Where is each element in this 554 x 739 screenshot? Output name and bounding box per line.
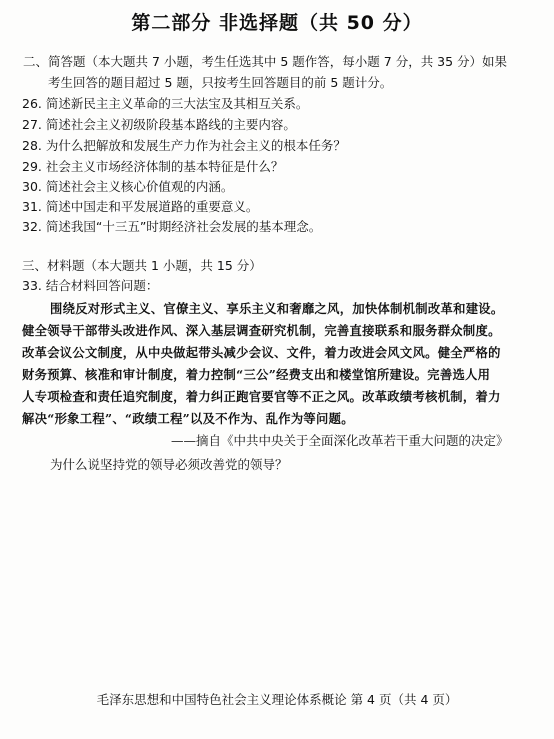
material-line-4: 财务预算、核准和审计制度，着力控制“三公”经费支出和楼堂馆所建设。完善选人用 [22, 367, 491, 382]
question-31: 31. 简述中国走和平发展道路的重要意义。 [22, 199, 259, 214]
question-29: 29. 社会主义市场经济体制的基本特征是什么？ [22, 159, 284, 174]
material-source: ——摘自《中共中央关于全面深化改革若干重大问题的决定》 [171, 433, 509, 448]
section3-heading: 三、材料题（本大题共 1 小题，共 15 分） [22, 258, 262, 273]
material-line-5: 人专项检查和责任追究制度，着力纠正跑官要官等不正之风。改革政绩考核机制，着力 [22, 389, 501, 404]
material-line-1: 围绕反对形式主义、官僚主义、享乐主义和奢靡之风，加快体制机制改革和建设。 [50, 301, 504, 316]
question-28: 28. 为什么把解放和发展生产力作为社会主义的根本任务？ [22, 138, 346, 153]
material-line-3: 改革会议公文制度，从中央做起带头减少会议、文件，着力改进会风文风。健全严格的 [22, 345, 501, 360]
material-question-prompt: 为什么说坚持党的领导必须改善党的领导？ [50, 457, 288, 472]
question-32: 32. 简述我国“十三五”时期经济社会发展的基本理念。 [22, 219, 322, 234]
section2-heading-line2: 考生回答的题目超过 5 题，只按考生回答题目的前 5 题计分。 [48, 75, 393, 90]
material-line-6: 解决“形象工程”、“政绩工程”以及不作为、乱作为等问题。 [22, 411, 354, 426]
material-line-2: 健全领导干部带头改进作风、深入基层调查研究机制，完善直接联系和服务群众制度。 [22, 323, 501, 338]
page-title: 第二部分 非选择题（共 50 分） [131, 12, 423, 34]
question-33: 33. 结合材料回答问题： [22, 278, 159, 293]
section2-heading-line1: 二、简答题（本大题共 7 小题，考生任选其中 5 题作答，每小题 7 分，共 35 分）如果 [23, 54, 508, 69]
question-30: 30. 简述社会主义核心价值观的内涵。 [22, 179, 234, 194]
page-footer: 毛泽东思想和中国特色社会主义理论体系概论 第 4 页（共 4 页） [96, 692, 458, 707]
question-27: 27. 简述社会主义初级阶段基本路线的主要内容。 [22, 117, 296, 132]
question-26: 26. 简述新民主主义革命的三大法宝及其相互关系。 [22, 96, 309, 111]
